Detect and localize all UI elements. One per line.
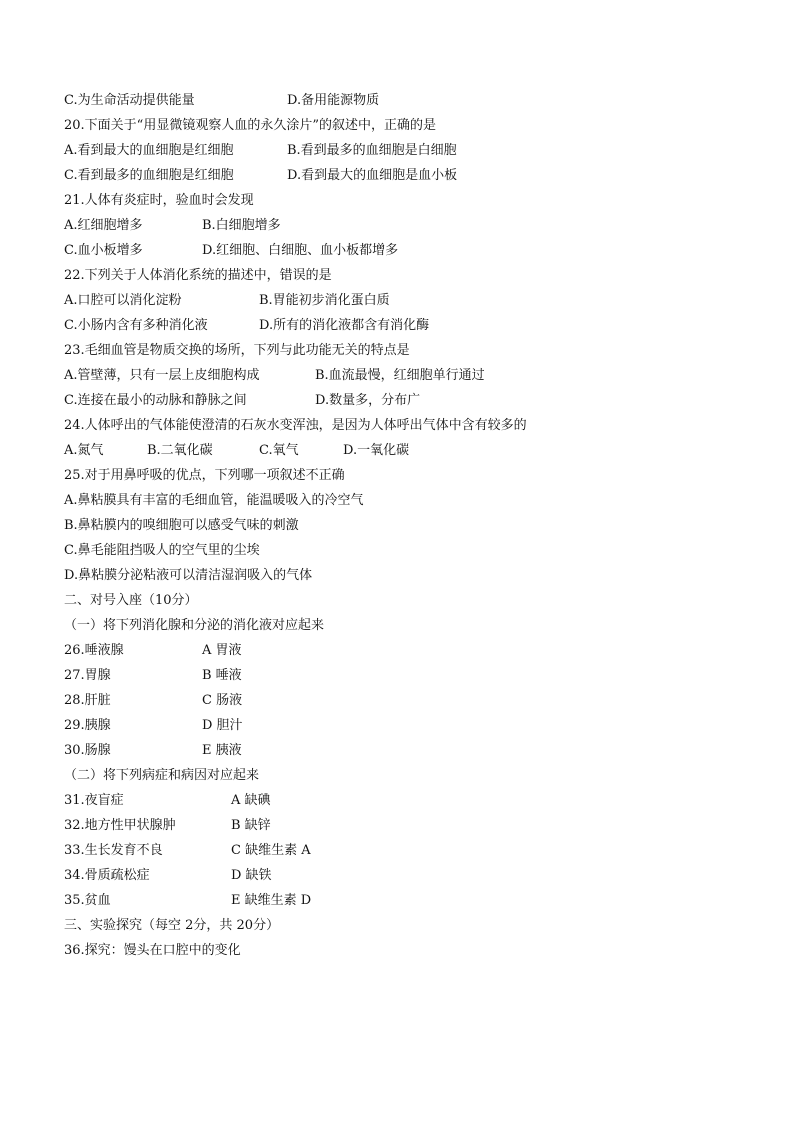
question-36-stem: 36.探究：馒头在口腔中的变化 — [64, 943, 241, 958]
option-c: C.小肠内含有多种消化液 — [64, 318, 208, 333]
option-b: B.胃能初步消化蛋白质 — [259, 293, 390, 308]
matching-item: 32.地方性甲状腺肿 — [64, 818, 176, 833]
option-b: B.血流最慢，红细胞单行通过 — [315, 368, 485, 383]
matching-row-33 — [64, 838, 311, 863]
matching-item: 27.胃腺 — [64, 668, 111, 683]
option-b: B.看到最多的血细胞是白细胞 — [287, 143, 457, 158]
matching-item: 26.唾液腺 — [64, 643, 124, 658]
matching-row-32 — [64, 813, 271, 838]
matching-row-31 — [64, 788, 271, 813]
question-24-stem: 24.人体呼出的气体能使澄清的石灰水变浑浊，是因为人体呼出气体中含有较多的 — [64, 418, 527, 433]
matching-answer: B 唾液 — [202, 668, 242, 683]
matching-row-28 — [64, 688, 242, 713]
matching-answer: E 胰液 — [202, 743, 242, 758]
section-3-heading: 三、实验探究（每空 2分，共 20分） — [64, 918, 280, 933]
matching-row-30 — [64, 738, 242, 763]
option-a: A.红细胞增多 — [64, 218, 143, 233]
matching-answer: D 缺铁 — [231, 868, 272, 883]
matching-row-34 — [64, 863, 272, 888]
matching-item: 33.生长发育不良 — [64, 843, 163, 858]
matching-item: 35.贫血 — [64, 893, 111, 908]
matching-answer: C 缺维生素 A — [231, 843, 311, 858]
question-22-options-cd — [64, 313, 429, 338]
option-d: D.一氧化碳 — [343, 443, 410, 458]
matching-row-26 — [64, 638, 242, 663]
matching-row-27 — [64, 663, 242, 688]
option-c: C.氧气 — [259, 443, 299, 458]
matching-item: 29.胰腺 — [64, 718, 111, 733]
question-20-options-ab — [64, 138, 457, 163]
option-c: C.血小板增多 — [64, 243, 143, 258]
question-20-options-cd — [64, 163, 457, 188]
option-a: A.氮气 — [64, 443, 104, 458]
question-19-options-cd — [64, 88, 379, 113]
option-a: A.看到最大的血细胞是红细胞 — [64, 143, 234, 158]
question-25-option-c: C.鼻毛能阻挡吸人的空气里的尘埃 — [64, 543, 260, 558]
section-2-heading: 二、对号入座（10分） — [64, 593, 198, 608]
option-a: A.管壁薄，只有一层上皮细胞构成 — [64, 368, 260, 383]
option-b: B.二氧化碳 — [147, 443, 213, 458]
matching-item: 28.肝脏 — [64, 693, 111, 708]
question-22-stem: 22.下列关于人体消化系统的描述中，错误的是 — [64, 268, 332, 283]
matching-row-35 — [64, 888, 311, 913]
matching-answer: D 胆汁 — [202, 718, 243, 733]
option-c: C.为生命活动提供能量 — [64, 93, 195, 108]
matching-item: 30.肠腺 — [64, 743, 111, 758]
matching-answer: A 胃液 — [202, 643, 242, 658]
matching-item: 34.骨质疏松症 — [64, 868, 150, 883]
question-23-options-cd — [64, 388, 420, 413]
option-b: B.白细胞增多 — [202, 218, 281, 233]
section-2-part-2-heading: （二）将下列病症和病因对应起来 — [64, 768, 260, 783]
question-25-option-b: B.鼻粘膜内的嗅细胞可以感受气味的刺激 — [64, 518, 299, 533]
option-c: C.连接在最小的动脉和静脉之间 — [64, 393, 247, 408]
question-24-options — [64, 438, 409, 463]
question-25-option-a: A.鼻粘膜具有丰富的毛细血管，能温暖吸入的冷空气 — [64, 493, 364, 508]
option-d: D.看到最大的血细胞是血小板 — [287, 168, 458, 183]
matching-answer: E 缺维生素 D — [231, 893, 312, 908]
question-25-option-d: D.鼻粘膜分泌粘液可以清洁湿润吸入的气体 — [64, 568, 313, 583]
option-d: D.红细胞、白细胞、血小板都增多 — [202, 243, 399, 258]
question-21-options-ab — [64, 213, 281, 238]
matching-row-29 — [64, 713, 243, 738]
question-20-stem: 20.下面关于“用显微镜观察人血的永久涂片”的叙述中，正确的是 — [64, 118, 436, 133]
option-d: D.所有的消化液都含有消化酶 — [259, 318, 430, 333]
section-2-part-1-heading: （一）将下列消化腺和分泌的消化液对应起来 — [64, 618, 325, 633]
question-23-options-ab — [64, 363, 485, 388]
option-d: D.数量多，分布广 — [315, 393, 421, 408]
question-21-options-cd — [64, 238, 398, 263]
matching-answer: A 缺碘 — [231, 793, 271, 808]
option-c: C.看到最多的血细胞是红细胞 — [64, 168, 234, 183]
question-21-stem: 21.人体有炎症时，验血时会发现 — [64, 193, 254, 208]
question-25-stem: 25.对于用鼻呼吸的优点，下列哪一项叙述不正确 — [64, 468, 345, 483]
matching-answer: B 缺锌 — [231, 818, 271, 833]
option-a: A.口腔可以消化淀粉 — [64, 293, 182, 308]
matching-answer: C 肠液 — [202, 693, 243, 708]
question-22-options-ab — [64, 288, 390, 313]
matching-item: 31.夜盲症 — [64, 793, 124, 808]
option-d: D.备用能源物质 — [287, 93, 380, 108]
question-23-stem: 23.毛细血管是物质交换的场所，下列与此功能无关的特点是 — [64, 343, 410, 358]
